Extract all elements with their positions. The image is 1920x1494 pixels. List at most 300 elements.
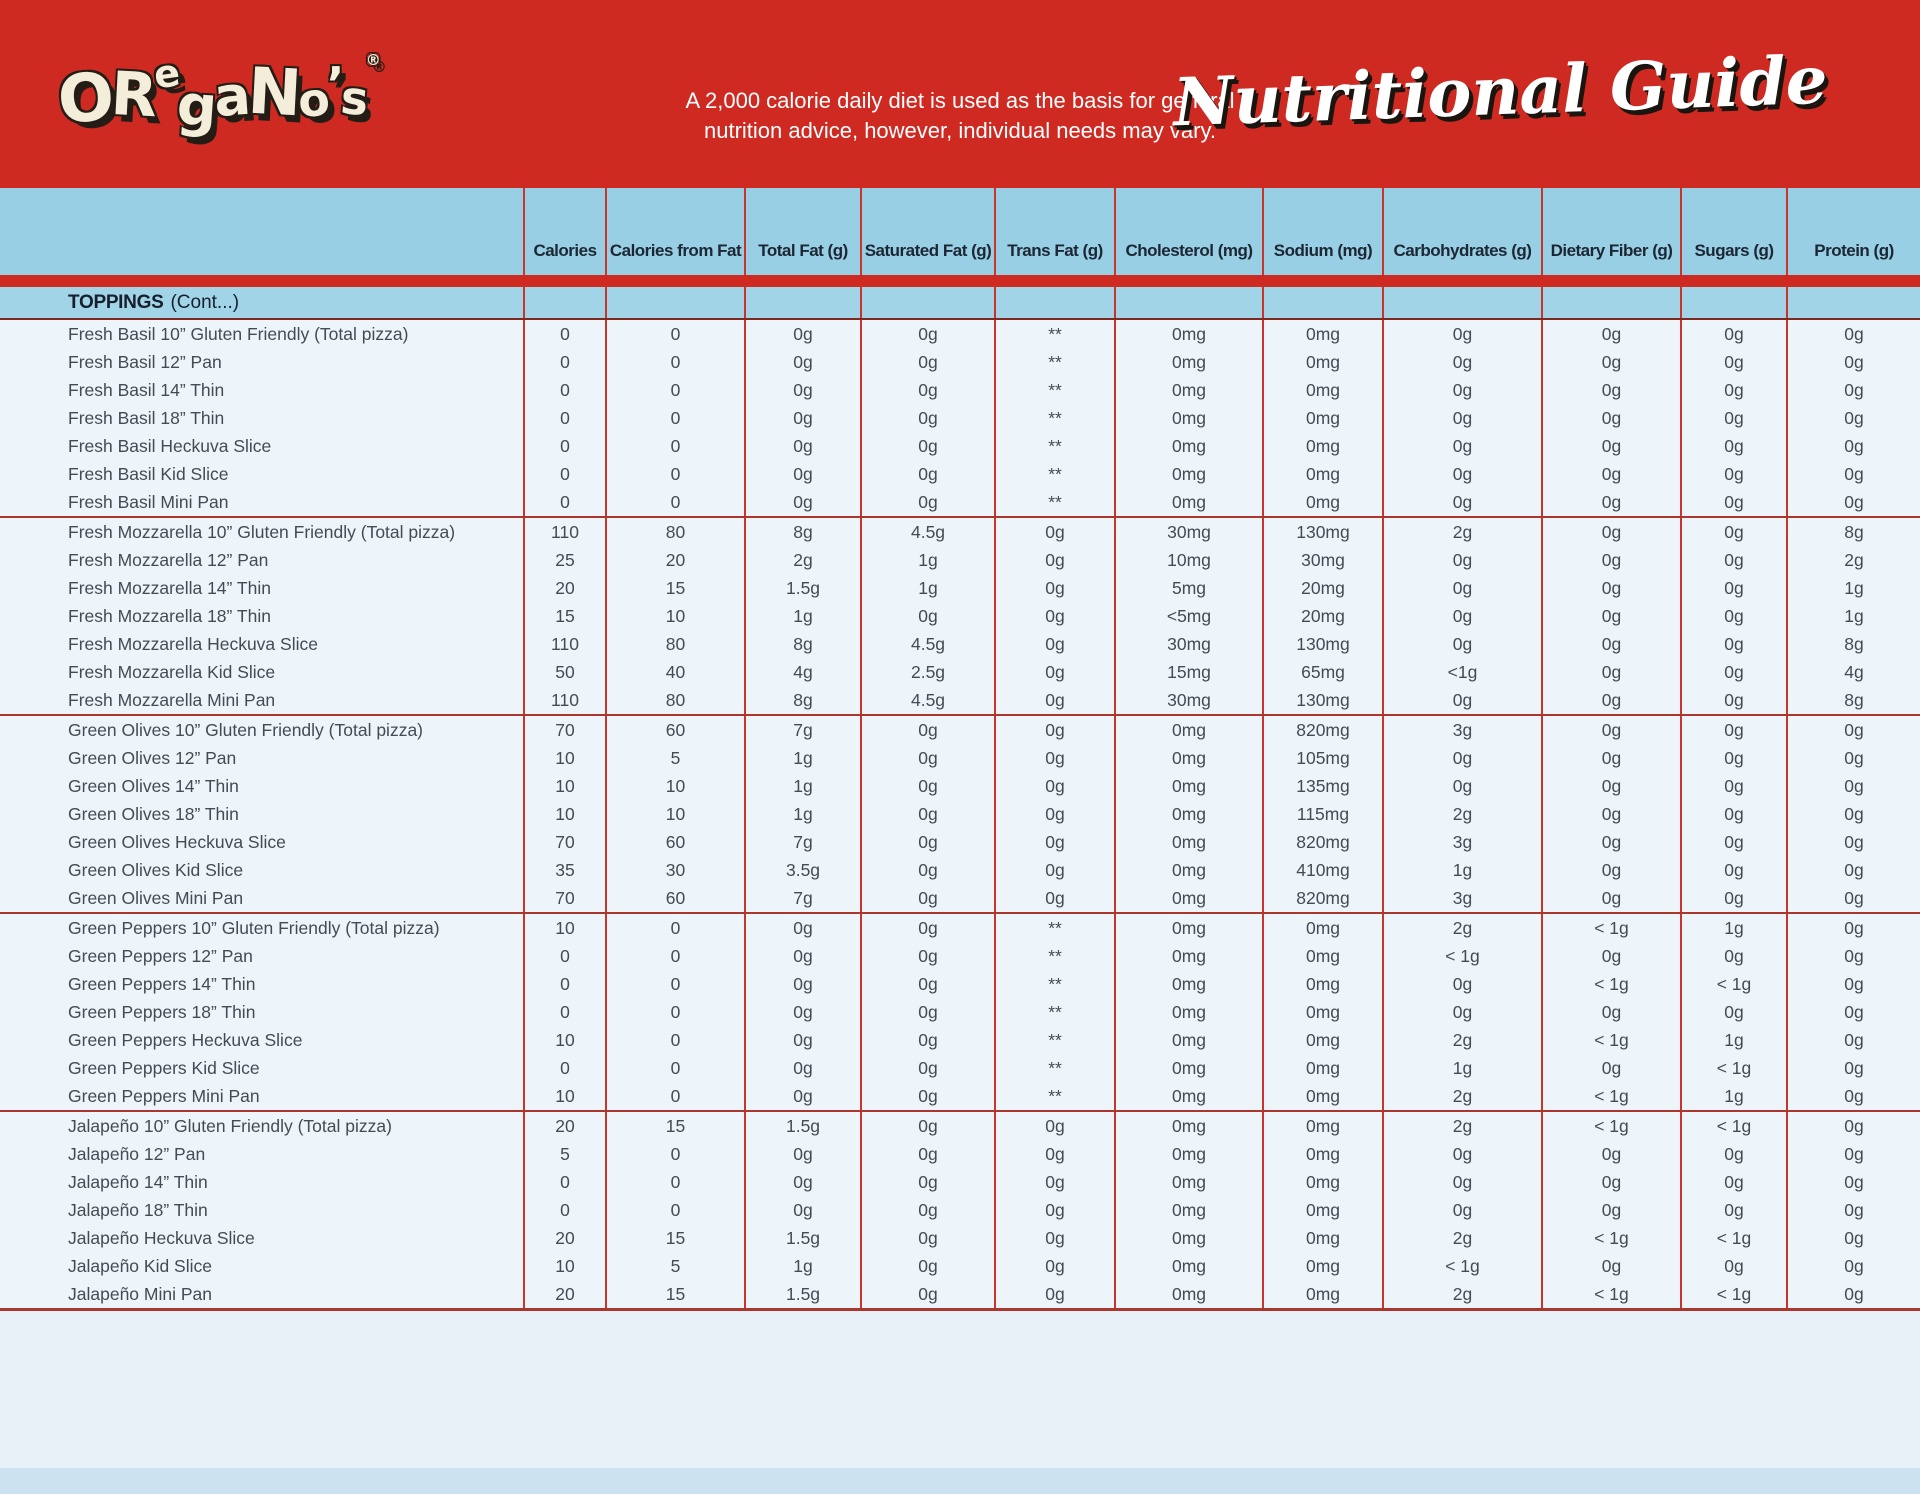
value-cell: 0mg (1114, 1280, 1262, 1308)
item-name: Green Olives Mini Pan (68, 887, 244, 908)
table-row (0, 914, 1920, 942)
value-cell: 3g (1382, 828, 1541, 856)
value-cell: 70 (523, 828, 605, 856)
value-cell: 3.5g (744, 856, 860, 884)
value-cell: 0mg (1114, 1252, 1262, 1280)
value-cell: 0 (605, 348, 744, 376)
table-row (0, 546, 1920, 574)
value-cell: 0g (1786, 998, 1920, 1026)
value-cell: 8g (744, 518, 860, 546)
value-cell: 0mg (1114, 1224, 1262, 1252)
value-cell: 0g (994, 1140, 1114, 1168)
value-cell: 0 (523, 404, 605, 432)
value-cell: 0g (744, 348, 860, 376)
value-cell: < 1g (1680, 970, 1786, 998)
value-cell: 0g (860, 1140, 994, 1168)
value-cell: 0mg (1114, 800, 1262, 828)
value-cell: 0g (860, 716, 994, 744)
table-row (0, 716, 1920, 744)
page-title: Nutritional Guide (1172, 40, 1830, 142)
value-cell: 7g (744, 884, 860, 912)
item-name: Green Olives 14” Thin (68, 775, 239, 796)
column-header-carbohydrates-g: Carbohydrates (g) (1382, 188, 1541, 275)
value-cell: 0g (860, 404, 994, 432)
value-cell: ** (994, 1082, 1114, 1110)
value-cell: 0mg (1262, 376, 1382, 404)
value-cell: 0g (744, 488, 860, 516)
value-cell: 0mg (1114, 1168, 1262, 1196)
value-cell: 0mg (1262, 942, 1382, 970)
value-cell: 0g (1680, 404, 1786, 432)
item-name: Fresh Basil Heckuva Slice (68, 435, 272, 456)
value-cell: 10 (523, 772, 605, 800)
value-cell: 0g (994, 518, 1114, 546)
value-cell: 0g (744, 1026, 860, 1054)
item-name: Green Olives Kid Slice (68, 859, 244, 880)
section-empty-cell (860, 287, 994, 318)
logo-letter: a (212, 63, 250, 129)
section-empty-cell (744, 287, 860, 318)
value-cell: 0g (1786, 884, 1920, 912)
value-cell: 130mg (1262, 630, 1382, 658)
section-empty-cell (1382, 287, 1541, 318)
item-name: Fresh Mozzarella Mini Pan (68, 689, 276, 710)
value-cell: 0 (523, 1054, 605, 1082)
disclaimer-text (660, 86, 1260, 147)
value-cell: 0mg (1262, 488, 1382, 516)
value-cell: 0mg (1114, 884, 1262, 912)
value-cell: 820mg (1262, 828, 1382, 856)
column-header-total-fat-g: Total Fat (g) (744, 188, 860, 275)
value-cell: 0mg (1262, 1112, 1382, 1140)
value-cell: 2g (1382, 1224, 1541, 1252)
table-row (0, 942, 1920, 970)
value-cell: 0g (744, 404, 860, 432)
table-row (0, 574, 1920, 602)
value-cell: 0g (1541, 432, 1680, 460)
value-cell: 70 (523, 884, 605, 912)
value-cell: 0mg (1262, 460, 1382, 488)
value-cell: 7g (744, 828, 860, 856)
value-cell: 1g (744, 1252, 860, 1280)
value-cell: 2g (1382, 518, 1541, 546)
value-cell: 0g (1541, 1252, 1680, 1280)
value-cell: 0g (1382, 744, 1541, 772)
value-cell: 0g (1786, 1140, 1920, 1168)
value-cell: 0g (1680, 630, 1786, 658)
value-cell: <1g (1382, 658, 1541, 686)
value-cell: 0mg (1114, 1026, 1262, 1054)
value-cell: < 1g (1382, 942, 1541, 970)
value-cell: 60 (605, 716, 744, 744)
value-cell: 0g (860, 1252, 994, 1280)
value-cell: 0g (1786, 1196, 1920, 1224)
item-name: Fresh Mozzarella 18” Thin (68, 605, 271, 626)
value-cell: 0g (860, 998, 994, 1026)
value-cell: 0mg (1114, 772, 1262, 800)
item-name: Jalapeño Heckuva Slice (68, 1227, 255, 1248)
value-cell: < 1g (1541, 970, 1680, 998)
value-cell: 0g (1786, 460, 1920, 488)
value-cell: 110 (523, 630, 605, 658)
value-cell: 20mg (1262, 574, 1382, 602)
value-cell: 0g (744, 1054, 860, 1082)
section-title (0, 287, 523, 318)
value-cell: 0 (605, 1054, 744, 1082)
value-cell: 0g (1541, 998, 1680, 1026)
value-cell: < 1g (1680, 1054, 1786, 1082)
value-cell: 0mg (1114, 1054, 1262, 1082)
value-cell: 0mg (1262, 432, 1382, 460)
section-empty-cell (523, 287, 605, 318)
value-cell: < 1g (1680, 1280, 1786, 1308)
value-cell: 2g (1382, 914, 1541, 942)
value-cell: ** (994, 432, 1114, 460)
value-cell: 0mg (1262, 404, 1382, 432)
value-cell: 0g (1680, 546, 1786, 574)
item-name: Jalapeño Kid Slice (68, 1255, 212, 1276)
value-cell: 0mg (1114, 1140, 1262, 1168)
value-cell: 0mg (1114, 914, 1262, 942)
value-cell: 0 (605, 460, 744, 488)
value-cell: 0g (1786, 432, 1920, 460)
value-cell: 0g (860, 828, 994, 856)
value-cell: 0 (605, 404, 744, 432)
value-cell: 0g (994, 546, 1114, 574)
value-cell: 20 (523, 1112, 605, 1140)
logo-letter: e (151, 50, 181, 98)
value-cell: 0g (1382, 1168, 1541, 1196)
value-cell: 0g (994, 716, 1114, 744)
value-cell: 50 (523, 658, 605, 686)
value-cell: 0g (1680, 942, 1786, 970)
value-cell: ** (994, 914, 1114, 942)
value-cell: 0mg (1262, 348, 1382, 376)
item-name: Green Olives 18” Thin (68, 803, 239, 824)
item-name: Green Peppers 18” Thin (68, 1001, 256, 1022)
table-row (0, 884, 1920, 912)
value-cell: 0g (860, 914, 994, 942)
group-green-olives (0, 716, 1920, 914)
value-cell: 1g (1680, 1026, 1786, 1054)
value-cell: 0g (1680, 602, 1786, 630)
value-cell: 1.5g (744, 574, 860, 602)
logo-letter: N (245, 54, 301, 132)
value-cell: < 1g (1541, 1026, 1680, 1054)
value-cell: 0g (744, 1140, 860, 1168)
value-cell: 0mg (1262, 1252, 1382, 1280)
value-cell: 0g (994, 1168, 1114, 1196)
value-cell: 70 (523, 716, 605, 744)
value-cell: 0g (1680, 320, 1786, 348)
value-cell: 0g (1786, 744, 1920, 772)
table-row (0, 460, 1920, 488)
value-cell: 10 (523, 1082, 605, 1110)
table-row (0, 376, 1920, 404)
value-cell: 0g (744, 998, 860, 1026)
value-cell: 0 (523, 488, 605, 516)
section-empty-cell (1114, 287, 1262, 318)
value-cell: 0g (1541, 686, 1680, 714)
value-cell: 115mg (1262, 800, 1382, 828)
value-cell: 0g (1541, 744, 1680, 772)
value-cell: 1.5g (744, 1280, 860, 1308)
value-cell: 0 (523, 998, 605, 1026)
table-row (0, 1082, 1920, 1110)
table-row (0, 998, 1920, 1026)
value-cell: 0g (1680, 1196, 1786, 1224)
section-title-cont: (Cont...) (170, 291, 240, 313)
value-cell: 0mg (1114, 998, 1262, 1026)
value-cell: 0g (1541, 320, 1680, 348)
value-cell: 0g (860, 1224, 994, 1252)
item-name: Green Peppers 12” Pan (68, 945, 253, 966)
value-cell: 0g (1680, 1168, 1786, 1196)
item-name: Green Olives Heckuva Slice (68, 831, 286, 852)
value-cell: 0g (994, 856, 1114, 884)
item-name: Fresh Basil 18” Thin (68, 407, 225, 428)
value-cell: 0mg (1262, 1082, 1382, 1110)
value-cell: 0g (860, 1168, 994, 1196)
value-cell: 0g (1680, 1252, 1786, 1280)
value-cell: 10 (523, 800, 605, 828)
logo-letter: g (174, 72, 217, 140)
value-cell: 0g (1680, 574, 1786, 602)
value-cell: 4.5g (860, 630, 994, 658)
value-cell: 0g (994, 686, 1114, 714)
value-cell: 0g (1680, 658, 1786, 686)
value-cell: 1g (744, 772, 860, 800)
value-cell: 0g (1680, 432, 1786, 460)
value-cell: 0mg (1262, 1224, 1382, 1252)
item-name: Fresh Basil 12” Pan (68, 351, 222, 372)
value-cell: 0g (1541, 404, 1680, 432)
value-cell: 0mg (1114, 432, 1262, 460)
value-cell: 0g (744, 320, 860, 348)
value-cell: 0g (1786, 348, 1920, 376)
table-row (0, 1196, 1920, 1224)
table-row (0, 686, 1920, 714)
value-cell: 0g (1786, 716, 1920, 744)
value-cell: 1g (744, 602, 860, 630)
item-name: Green Peppers Mini Pan (68, 1085, 260, 1106)
value-cell: 0 (605, 1196, 744, 1224)
table-row (0, 828, 1920, 856)
value-cell: 1g (860, 546, 994, 574)
value-cell: 30 (605, 856, 744, 884)
value-cell: 0g (1382, 546, 1541, 574)
value-cell: 0 (605, 320, 744, 348)
value-cell: 0mg (1262, 914, 1382, 942)
value-cell: 0g (1541, 942, 1680, 970)
item-name: Fresh Mozzarella Heckuva Slice (68, 633, 318, 654)
value-cell: 0g (860, 460, 994, 488)
value-cell: 0 (605, 376, 744, 404)
item-name: Fresh Mozzarella 12” Pan (68, 549, 269, 570)
value-cell: 0g (1541, 602, 1680, 630)
value-cell: 0mg (1262, 1196, 1382, 1224)
value-cell: 0g (1382, 376, 1541, 404)
value-cell: 0mg (1114, 460, 1262, 488)
table-row (0, 432, 1920, 460)
value-cell: 0g (1541, 574, 1680, 602)
value-cell: 0 (605, 998, 744, 1026)
bottom-strip (0, 1468, 1920, 1494)
disclaimer-line-1: A 2,000 calorie daily diet is used as the basis for general (685, 88, 1235, 113)
table-row (0, 602, 1920, 630)
value-cell: 0g (1541, 460, 1680, 488)
value-cell: 0g (1786, 800, 1920, 828)
group-jalape-o (0, 1112, 1920, 1311)
column-header-cholesterol-mg: Cholesterol (mg) (1114, 188, 1262, 275)
table-row (0, 518, 1920, 546)
value-cell: 0g (860, 1054, 994, 1082)
logo-letter: R (109, 58, 157, 132)
value-cell: 20 (523, 1280, 605, 1308)
section-empty-cell (994, 287, 1114, 318)
item-name: Green Olives 10” Gluten Friendly (Total pizza) (68, 719, 423, 740)
value-cell: 0g (1680, 376, 1786, 404)
value-cell: 0g (1382, 348, 1541, 376)
value-cell: 0g (1786, 1026, 1920, 1054)
value-cell: 0g (1541, 1196, 1680, 1224)
section-empty-cell (1541, 287, 1680, 318)
table-body (0, 320, 1920, 1311)
value-cell: 60 (605, 884, 744, 912)
value-cell: 15 (605, 1224, 744, 1252)
column-header-sugars-g: Sugars (g) (1680, 188, 1786, 275)
value-cell: 0 (523, 320, 605, 348)
value-cell: 0 (605, 488, 744, 516)
value-cell: 0g (1382, 404, 1541, 432)
table-row (0, 488, 1920, 516)
value-cell: 0mg (1114, 488, 1262, 516)
value-cell: 0g (860, 884, 994, 912)
item-name: Jalapeño 18” Thin (68, 1199, 208, 1220)
column-header-sodium-mg: Sodium (mg) (1262, 188, 1382, 275)
value-cell: 80 (605, 686, 744, 714)
value-cell: 4.5g (860, 686, 994, 714)
oreganos-logo (54, 28, 381, 168)
value-cell: 0mg (1262, 998, 1382, 1026)
value-cell: ** (994, 488, 1114, 516)
value-cell: 0g (860, 744, 994, 772)
column-header-calories: Calories (523, 188, 605, 275)
value-cell: 0g (1786, 856, 1920, 884)
value-cell: 0g (860, 432, 994, 460)
value-cell: 0g (1786, 1054, 1920, 1082)
value-cell: 0g (1680, 744, 1786, 772)
value-cell: 0g (1786, 320, 1920, 348)
value-cell: 0g (744, 942, 860, 970)
value-cell: 0 (605, 914, 744, 942)
value-cell: 1g (860, 574, 994, 602)
value-cell: < 1g (1680, 1112, 1786, 1140)
value-cell: 8g (1786, 686, 1920, 714)
value-cell: 0g (1786, 970, 1920, 998)
value-cell: 0g (1680, 488, 1786, 516)
table-row (0, 970, 1920, 998)
value-cell: < 1g (1541, 1280, 1680, 1308)
value-cell: 2.5g (860, 658, 994, 686)
value-cell: 0g (1680, 884, 1786, 912)
value-cell: 0 (605, 432, 744, 460)
column-header-dietary-fiber-g: Dietary Fiber (g) (1541, 188, 1680, 275)
value-cell: 15 (523, 602, 605, 630)
value-cell: 0g (994, 574, 1114, 602)
value-cell: 0g (860, 602, 994, 630)
value-cell: 0g (860, 1196, 994, 1224)
value-cell: 0g (860, 376, 994, 404)
value-cell: 1.5g (744, 1224, 860, 1252)
logo-letter: O (54, 57, 115, 139)
value-cell: 0 (523, 348, 605, 376)
value-cell: 4g (744, 658, 860, 686)
value-cell: 0mg (1114, 856, 1262, 884)
value-cell: 0g (1541, 376, 1680, 404)
value-cell: 0g (1786, 914, 1920, 942)
table-row (0, 1224, 1920, 1252)
section-empty-cell (1680, 287, 1786, 318)
value-cell: 0g (994, 800, 1114, 828)
item-name: Fresh Basil 14” Thin (68, 379, 225, 400)
value-cell: 0 (605, 1082, 744, 1110)
value-cell: 0g (1541, 772, 1680, 800)
value-cell: 10 (523, 1252, 605, 1280)
item-name: Green Peppers Kid Slice (68, 1057, 260, 1078)
value-cell: 0mg (1262, 1026, 1382, 1054)
value-cell: 10 (523, 744, 605, 772)
value-cell: ** (994, 1054, 1114, 1082)
group-fresh-basil (0, 320, 1920, 518)
value-cell: 0g (1786, 1112, 1920, 1140)
header-band (0, 0, 1920, 188)
value-cell: 0g (994, 1280, 1114, 1308)
value-cell: 5 (605, 744, 744, 772)
item-name: Jalapeño 12” Pan (68, 1143, 206, 1164)
logo-letter: s (338, 70, 368, 126)
value-cell: 0g (1786, 376, 1920, 404)
group-green-peppers (0, 914, 1920, 1112)
item-name: Jalapeño 14” Thin (68, 1171, 208, 1192)
value-cell: 1g (1382, 1054, 1541, 1082)
value-cell: 0g (744, 914, 860, 942)
value-cell: 0g (1786, 488, 1920, 516)
item-name: Fresh Mozzarella Kid Slice (68, 661, 276, 682)
value-cell: ** (994, 998, 1114, 1026)
value-cell: ** (994, 404, 1114, 432)
value-cell: < 1g (1382, 1252, 1541, 1280)
value-cell: 0g (1541, 658, 1680, 686)
value-cell: 0g (1786, 1168, 1920, 1196)
value-cell: 0 (523, 970, 605, 998)
value-cell: 0mg (1114, 942, 1262, 970)
table-row (0, 404, 1920, 432)
value-cell: 4g (1786, 658, 1920, 686)
logo-letter: o (295, 71, 330, 129)
value-cell: 0g (1541, 1168, 1680, 1196)
value-cell: 0g (1541, 716, 1680, 744)
value-cell: 820mg (1262, 716, 1382, 744)
value-cell: 0g (860, 348, 994, 376)
value-cell: 30mg (1114, 686, 1262, 714)
value-cell: 0 (523, 432, 605, 460)
value-cell: 0g (860, 856, 994, 884)
value-cell: 130mg (1262, 518, 1382, 546)
value-cell: 10mg (1114, 546, 1262, 574)
value-cell: 60 (605, 828, 744, 856)
value-cell: 30mg (1262, 546, 1382, 574)
